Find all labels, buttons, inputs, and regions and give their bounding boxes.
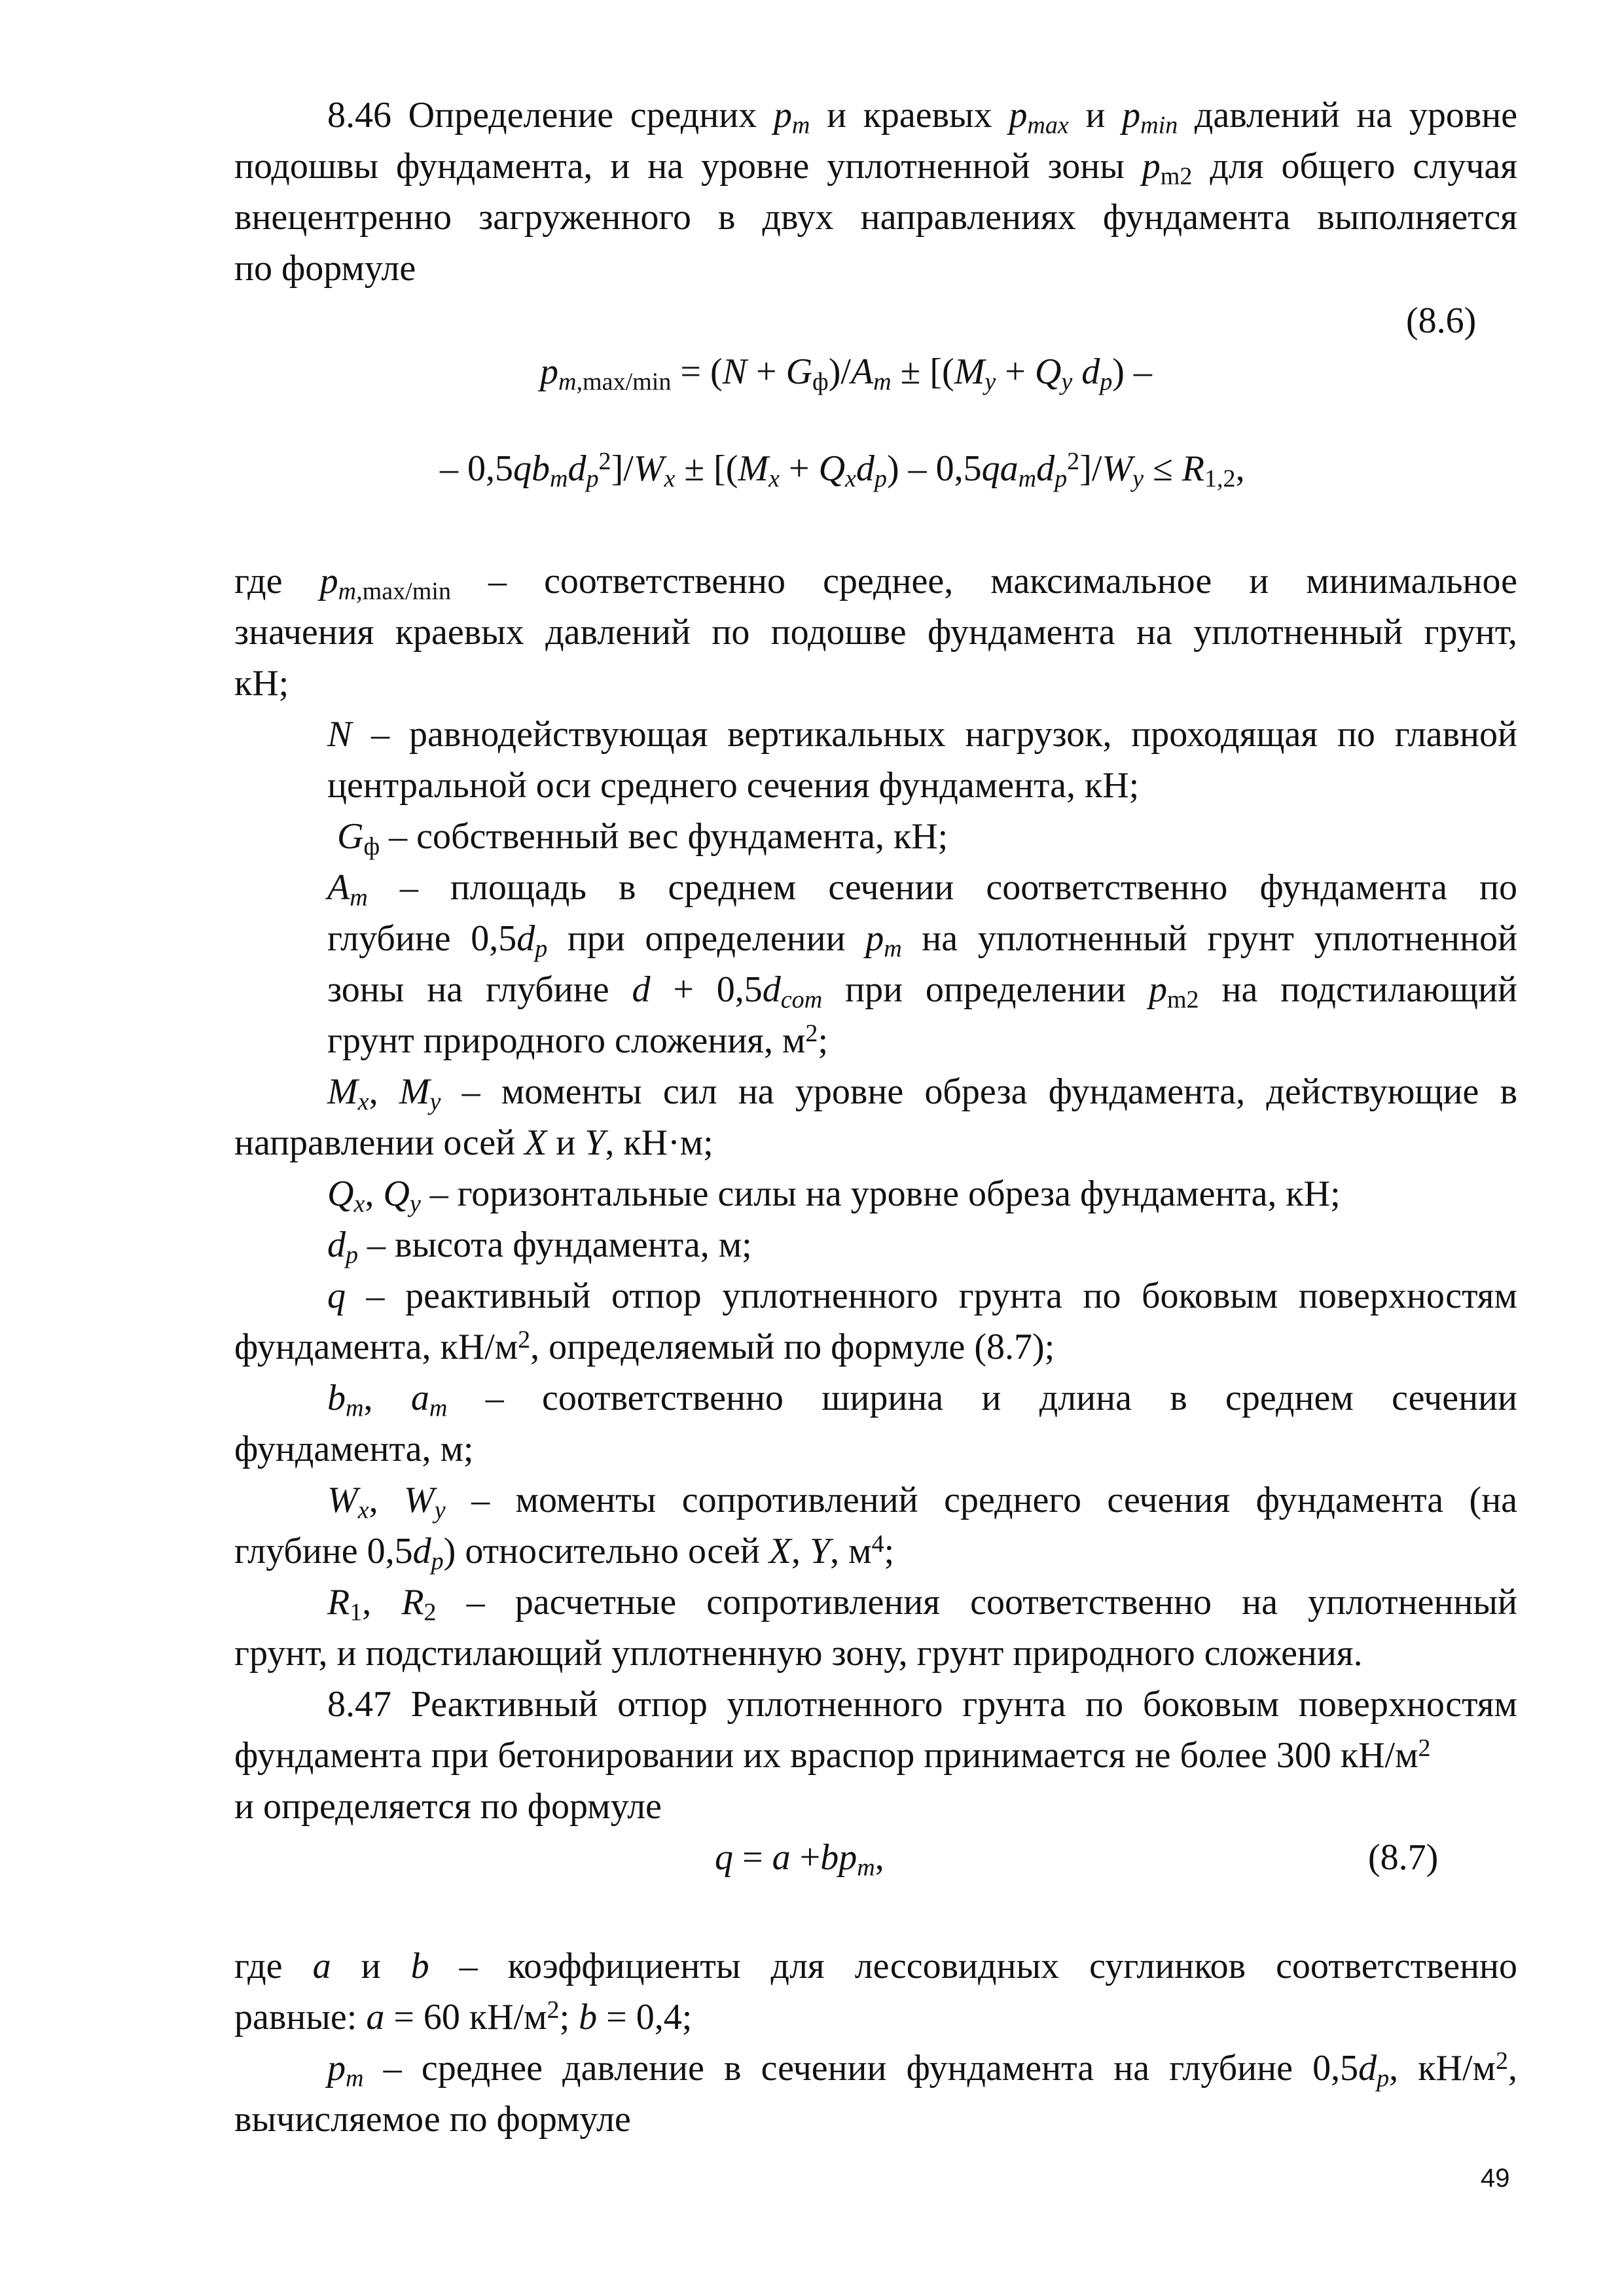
page-number: 49: [1481, 2164, 1510, 2193]
var-pmax: $p_{max}$: [1009, 95, 1069, 139]
section-847-line-3: и определяется по формуле: [234, 1786, 662, 1827]
var-pmin: $p_{min}$: [1122, 95, 1178, 139]
section-846-line-4: по формуле: [234, 248, 416, 289]
def-N-line-2: центральной оси среднего сечения фундамента, кН;: [327, 765, 1140, 806]
def-bm-line-2: фундамента, м;: [234, 1429, 474, 1469]
def-G: $G_ф$ – собственный вес фундамента, кН;: [337, 816, 948, 861]
section-846-line-3: внецентренно загруженного в двух направлениях фундамента выполняется: [234, 197, 1517, 238]
where-line-1: где $p_{m,max/min}$ – соответственно среднее, максимальное и минимальное: [234, 561, 1517, 605]
def-N-line-1: N – равнодействующая вертикальных нагрузок, проходящая по главной: [327, 714, 1517, 755]
section-847-line-2: фундамента при бетонировании их враспор принимается не более 300 $кН/м^2$: [234, 1734, 1431, 1776]
def-q-line-2: фундамента, $кН/м^2$, определяемый по формуле (8.7);: [234, 1325, 1055, 1367]
formula-86-label: (8.6): [1406, 300, 1477, 341]
var-pm: $p_m$: [773, 95, 810, 139]
def-A-line-1: $A_m$ – площадь в среднем сечении соответственно фундамента по: [327, 867, 1517, 912]
def-A-line-3: зоны на глубине $d + 0,5d_{com}$ при определении $p_{m2}$ на подстилающий: [327, 969, 1518, 1014]
def-d: $d_p$ – высота фундамента, м;: [327, 1225, 752, 1269]
def-M-line-2: направлении осей X и Y, кН·м;: [234, 1122, 713, 1163]
section-846-line-1: 8.46 Определение средних $p_m$ и краевых $p_{max}$ и $p_{min}$ давлений на уровне: [327, 95, 1518, 139]
where-line-3: кН;: [234, 663, 289, 704]
where2-line-2: равные: a = 60 $кН/м^2$; b = 0,4;: [234, 1996, 693, 2037]
formula-87: $q = a +bp_m$,: [715, 1837, 884, 1882]
var-pm-maxmin: $p_{m,max/min}$: [319, 561, 451, 605]
formula-86-line-1: $p_{m,max/min} = (N + G_ф)/A_m \pm [(M_y + Q_y$ $d_p$) –: [540, 351, 1152, 396]
var-pm2: $p_{m2}$: [1142, 146, 1193, 190]
def-W-line-1: $W_x$, $W_y$ – моменты сопротивлений среднего сечения фундамента (на: [327, 1480, 1518, 1524]
section-846-line-2: подошвы фундамента, и на уровне уплотненной зоны $p_{m2}$ для общего случая: [234, 146, 1518, 190]
formula-87-label: (8.7): [1368, 1837, 1439, 1878]
formula-86-line-2: – $0,5qb_md_p^2]/W_x \pm [(M_x + Q_xd_p) - 0,5qa_md_p^2]/W_y \le R_{1,2}$,: [440, 447, 1245, 493]
def-W-line-2: глубине $0,5d_p$) относительно осей X, Y, $м^4$;: [234, 1530, 895, 1575]
def-R-line-2: грунт, и подстилающий уплотненную зону, грунт природного сложения.: [234, 1633, 1363, 1674]
section-number: 8.46: [327, 95, 391, 135]
def-Q: $Q_x$, $Q_y$ – горизонтальные силы на уровне обреза фундамента, кН;: [327, 1174, 1341, 1218]
def-A-line-2: глубине $0,5d_p$ при определении $p_m$ на уплотненный грунт уплотненной: [327, 918, 1517, 963]
where-line-2: значения краевых давлений по подошве фундамента на уплотненный грунт,: [234, 612, 1517, 653]
def-M-line-1: $M_x$, $M_y$ – моменты сил на уровне обреза фундамента, действующие в: [327, 1071, 1518, 1116]
section-847-line-1: 8.47 Реактивный отпор уплотненного грунта по боковым поверхностям: [327, 1684, 1517, 1725]
def-pm-line-2: вычисляемое по формуле: [234, 2099, 631, 2140]
def-pm-line-1: $p_m$ – среднее давление в сечении фундамента на глубине $0,5d_p$, $кН/м^2$,: [327, 2047, 1517, 2092]
where2-line-1: где a и b – коэффициенты для лессовидных суглинков соответственно: [234, 1946, 1518, 1986]
def-R-line-1: $R_1$, $R_2$ – расчетные сопротивления соответственно на уплотненный: [327, 1582, 1517, 1626]
def-bm-line-1: $b_m$, $a_m$ – соответственно ширина и длина в среднем сечении: [327, 1378, 1518, 1422]
def-q-line-1: q – реактивный отпор уплотненного грунта по боковым поверхностям: [327, 1276, 1517, 1316]
def-A-line-4: грунт природного сложения, $м^2$;: [327, 1019, 828, 1061]
